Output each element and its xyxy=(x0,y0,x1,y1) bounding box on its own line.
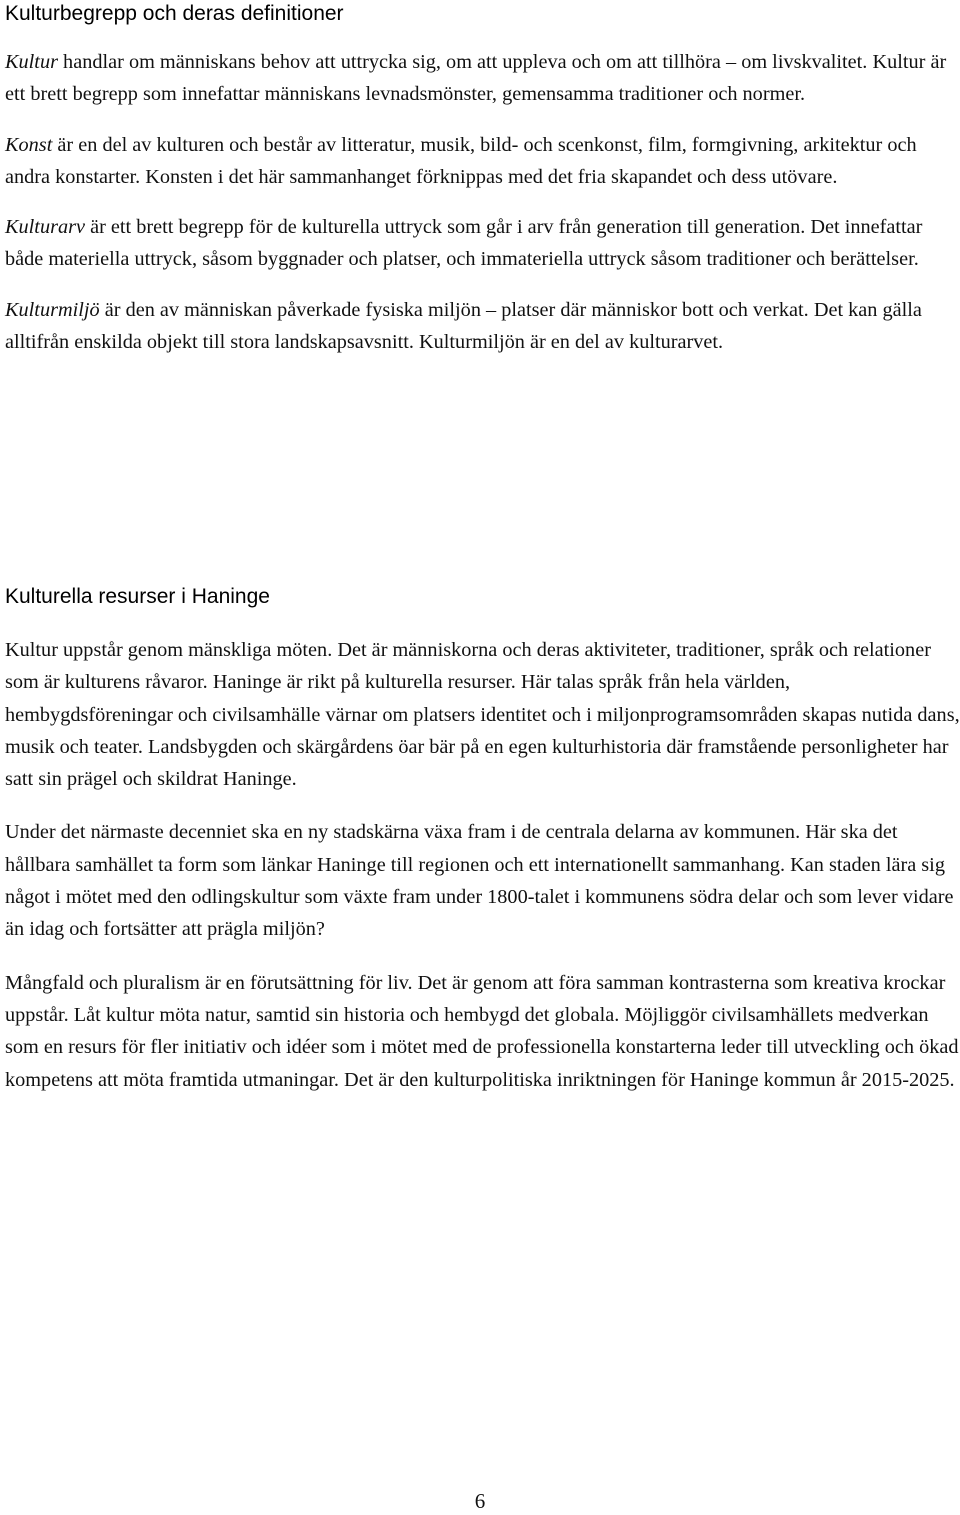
definition-konst xyxy=(5,129,960,194)
page-number: 6 xyxy=(474,1489,486,1513)
definitions-section xyxy=(5,46,960,376)
definition-kulturarv xyxy=(5,211,960,276)
definition-text: är den av människan påverkade fysiska miljön – platser där människor bott och verkat. Det kan gälla alltifrån enskilda objekt till stora landskapsavsnitt. Kulturmiljön är en del av kulturarvet. xyxy=(5,298,922,354)
term-konst: Konst xyxy=(5,133,53,156)
definition-text: är en del av kulturen och består av litteratur, musik, bild- och scenkonst, film, formgivning, arkitektur och andra konstarter. Konsten i det här sammanhanget förknippas med det fria skapandet och dess utövare. xyxy=(5,133,917,188)
definition-kultur xyxy=(5,46,960,111)
term-kulturarv: Kulturarv xyxy=(5,216,86,239)
definition-kulturmiljo xyxy=(5,294,960,359)
term-kultur: Kultur xyxy=(5,51,58,73)
section-heading-resources: Kulturella resurser i Haninge xyxy=(5,585,270,608)
paragraph: Under det närmaste decenniet ska en ny stadskärna växa fram i de centrala delarna av kommunen. Här ska det hållbara samhället ta form som länkar Haninge till regionen och ett internationellt sammanhang. Kan staden lära sig något i mötet med den odlingskultur som växte fram under 1800-talet i kommunens södra delar och som lever vidare än idag och fortsätter att prägla miljön? xyxy=(5,821,954,941)
definition-text: handlar om människans behov att uttrycka sig, om att uppleva och om att tillhöra – om livskvalitet. Kultur är ett brett begrepp som innefattar människans levnadsmönster, gemensamma traditioner och normer. xyxy=(5,51,947,106)
definition-text: är ett brett begrepp för de kulturella uttryck som går i arv från generation till generation. Det innefattar både materiella uttryck, såsom byggnader och platser, och immateriella uttryck såsom traditioner och berättelser. xyxy=(5,216,923,271)
section-heading-definitions: Kulturbegrepp och deras definitioner xyxy=(5,2,344,25)
paragraph: Kultur uppstår genom mänskliga möten. Det är människorna och deras aktiviteter, traditioner, språk och relationer som är kulturens råvaror. Haninge är rikt på kulturella resurser. Här talas språk från hela världen, hembygdsföreningar och civilsamhälle värnar om platsers identitet och i miljonprogramsområden skapas nutida dans, musik och teater. Landsbygden och skärgårdens öar bär på en egen kulturhistoria där framstående personligheter har satt sin prägel och skildrat Haninge. xyxy=(5,639,960,791)
term-kulturmiljo: Kulturmiljö xyxy=(5,298,100,321)
resources-section xyxy=(5,634,960,1117)
paragraph: Mångfald och pluralism är en förutsättning för liv. Det är genom att föra samman kontrasterna som kreativa krockar uppstår. Låt kultur möta natur, samtid sin historia och hembygd det globala. Möjliggör civilsamhällets medverkan som en resurs för fler initiativ och idéer som i mötet med de professionella konstarterna leder till utveckling och ökad kompetens att möta framtida utmaningar. Det är den kulturpolitiska inriktningen för Haninge kommun år 2015-2025. xyxy=(5,971,959,1091)
